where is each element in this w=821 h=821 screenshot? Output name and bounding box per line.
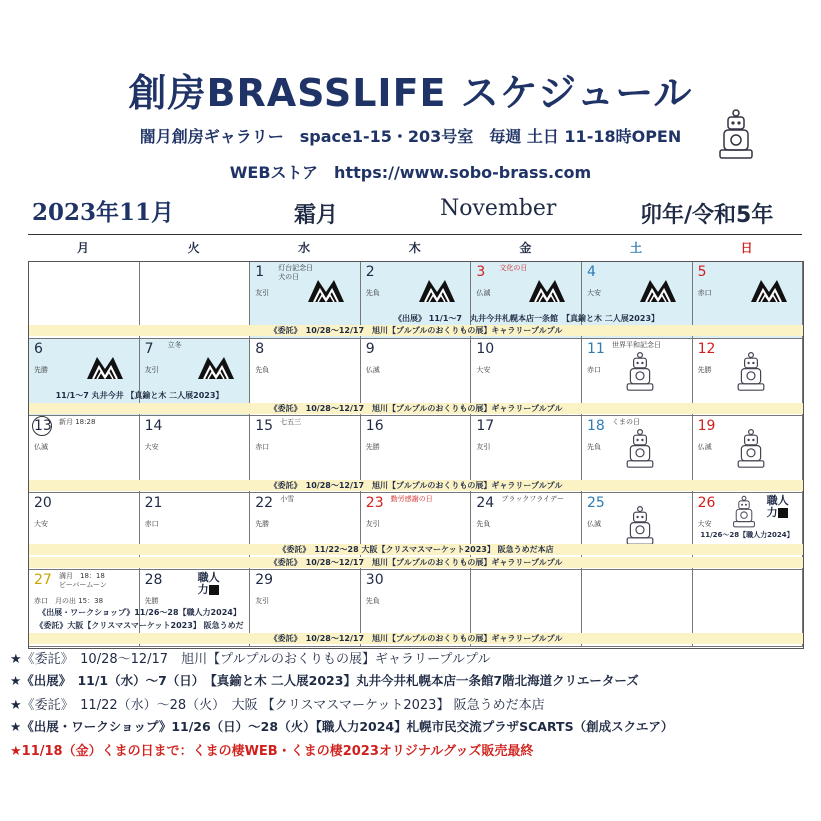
shokunin-line1: 職人 [766,494,789,507]
web-store-link[interactable]: WEBストア https://www.sobo-brass.com [229,163,592,182]
rokuyo-label: 先負 [365,597,380,605]
rokuyo-label: 先勝 [144,597,159,605]
day-note: 勤労感謝の日 [390,495,433,503]
day-number: 17 [476,418,495,434]
day-number: 28 [144,572,163,588]
shokunin-logo [198,572,220,596]
brasslife-logo-icon [417,274,457,304]
day-number: 8 [255,341,265,357]
rokuyo-label: 赤口 [697,289,712,297]
weekday-4: 金 [519,241,532,255]
rokuyo-label: 友引 [255,289,270,297]
day-number: 2 [365,264,375,280]
rokuyo-label: 先負 [476,520,491,528]
event-band[interactable]: 11/1～7 丸井今井 【真鍮と木 二人展2023】 [55,391,224,400]
day-number: 19 [697,418,716,434]
robot-mascot-icon [624,428,656,470]
brasslife-logo-icon [749,274,789,304]
day-number: 13 [34,418,52,434]
event-band[interactable]: 《委託》 10/28～12/17 旭川【プルプルのおくりもの展】キャラリープルプル [29,325,803,336]
event-band[interactable]: 11/26～28【職人力2024】 [700,531,794,539]
note-item: ★11/18（金）くまの日まで：くまの棲WEB・くまの棲2023オリジナルグッズ販売最終 [10,744,534,759]
shokunin-line2: 力 [767,507,789,519]
rokuyo-label: 仏滅 [587,520,601,528]
brasslife-logo-icon [306,274,346,304]
day-number: 3 [476,264,486,280]
robot-mascot-icon [731,495,757,529]
rokuyo-label: 仏滅 [34,443,48,451]
rokuyo-label: 先負 [255,366,270,374]
rokuyo-label: 大安 [34,520,48,528]
event-band[interactable]: 《委託》 10/28～12/17 旭川【プルプルのおくりもの展】ギャラリープルプル [29,403,803,414]
event-band[interactable]: 《出展》 11/1～7 丸井今井札幌本店一条館 【真鍮と木 二人展2023】 [393,314,660,323]
shokunin-logo [767,495,789,519]
page-title: 創房BRASSLIFE スケジュール [128,71,693,115]
weekday-2: 水 [298,241,311,255]
shokunin-line2: 力 [198,584,220,596]
day-note: ブラックフライデー [501,495,565,503]
robot-mascot-icon [624,351,656,393]
event-band[interactable]: 《委託》 11/22～28 大阪【クリスマスマーケット2023】 阪急うめだ本店 [29,544,803,555]
day-number: 22 [255,495,274,511]
rokuyo-label: 仏滅 [476,289,491,297]
rokuyo-label: 大安 [476,366,491,374]
day-number: 16 [365,418,384,434]
rokuyo-label: 赤口 月の出 15：38 [34,597,104,605]
day-note: 新月 18:28 [59,418,96,426]
event-band[interactable]: 《出展・ワークショップ》11/26～28【職人力2024】 [38,608,241,617]
weekday-6: 日 [740,241,753,255]
rokuyo-label: 先負 [365,289,380,297]
day-number: 30 [365,572,384,588]
brasslife-logo-icon [638,274,678,304]
gallery-info: 闇月創房ギャラリー space1-15・203号室 毎週 土日 11-18時OPEN [139,127,682,146]
brasslife-logo-icon [85,351,125,381]
day-number: 10 [476,341,495,357]
day-number: 18 [587,418,605,434]
day-number: 24 [476,495,495,511]
rokuyo-label: 赤口 [587,366,601,374]
english-month: November [440,196,557,221]
note-item: ★《出展》 11/1（水）～7（日） 【真鍮と木 二人展2023】丸井今井札幌本店一条館7階北海道クリエーターズ [10,673,639,688]
rokuyo-label: 先勝 [697,366,712,374]
robot-mascot-icon [624,505,656,547]
event-band[interactable]: 《委託》 10/28～12/17 旭川【プルプルのおくりもの展】ギャラリープルプル [29,480,803,491]
calendar-grid [28,261,804,649]
rokuyo-label: 大安 [144,443,159,451]
rokuyo-label: 先勝 [34,366,48,374]
day-number: 14 [144,418,163,434]
day-number: 4 [587,264,596,280]
rokuyo-label: 先勝 [255,520,270,528]
day-note: 満月 18：18 ビーバームーン [59,572,107,589]
rokuyo-label: 赤口 [144,520,159,528]
rokuyo-label: 友引 [476,443,491,451]
rokuyo-label: 仏滅 [365,366,380,374]
day-number: 5 [697,264,707,280]
day-note: 灯台記念日 犬の日 [278,264,314,281]
weekday-1: 火 [187,241,200,255]
era-label: 卯年/令和5年 [640,203,774,228]
note-item: ★《委託》 10/28～12/17 旭川【プルプルのおくりもの展】ギャラリープルプル [10,652,491,667]
day-number: 9 [365,341,375,357]
rokuyo-label: 仏滅 [697,443,712,451]
day-note: 七五三 [280,418,302,426]
day-number: 11 [587,341,605,357]
day-number: 21 [144,495,163,511]
kanji-month: 霜月 [294,203,339,228]
day-number: 23 [365,495,384,511]
shokunin-line1: 職人 [197,571,220,584]
weekday-0: 月 [76,241,89,255]
rokuyo-label: 大安 [587,289,601,297]
rokuyo-label: 先勝 [365,443,380,451]
day-number: 12 [697,341,716,357]
day-number: 6 [34,341,43,357]
rokuyo-label: 友引 [365,520,380,528]
weekday-3: 木 [408,241,421,255]
note-item: ★《委託》 11/22（水）～28（火） 大阪 【クリスマスマーケット2023】 阪急うめだ本店 [10,698,545,713]
rokuyo-label: 大安 [697,520,712,528]
day-number: 25 [587,495,605,511]
year-month: 2023年11月 [32,199,175,226]
rokuyo-label: 友引 [144,366,159,374]
event-band[interactable]: 《委託》 10/28～12/17 旭川【プルプルのおくりもの展】ギャラリープルプル [29,633,803,644]
day-number: 26 [697,495,716,511]
day-note: 文化の日 [499,264,528,272]
day-note: 世界平和記念日 [612,341,661,349]
weekday-5: 土 [629,241,642,255]
robot-mascot-icon [735,351,767,393]
brasslife-logo-icon [196,351,236,381]
robot-mascot-icon [716,108,756,162]
event-band[interactable]: 《委託》 10/28～12/17 旭川【プルプルのおくりもの展】ギャラリープルプル [29,557,803,568]
note-item: ★《出展・ワークショップ》11/26（日）～28（火）【職人力2024】札幌市民交流プラザSCARTS（創成スクエア） [10,719,674,734]
rokuyo-label: 先負 [587,443,601,451]
day-number: 20 [34,495,52,511]
new-moon-circle [32,416,52,436]
day-note: くまの日 [612,418,640,426]
weekday-header [28,234,802,261]
robot-mascot-icon [735,428,767,470]
day-number: 7 [144,341,154,357]
day-number: 1 [255,264,265,280]
day-number: 15 [255,418,274,434]
event-band[interactable]: 《委託》大阪【クリスマスマーケット2023】 阪急うめだ [35,621,244,630]
day-number: 29 [255,572,274,588]
brasslife-logo-icon [527,274,567,304]
rokuyo-label: 友引 [255,597,270,605]
day-note: 立冬 [167,341,182,349]
day-number: 27 [34,572,52,588]
day-note: 小雪 [280,495,295,503]
rokuyo-label: 赤口 [255,443,270,451]
